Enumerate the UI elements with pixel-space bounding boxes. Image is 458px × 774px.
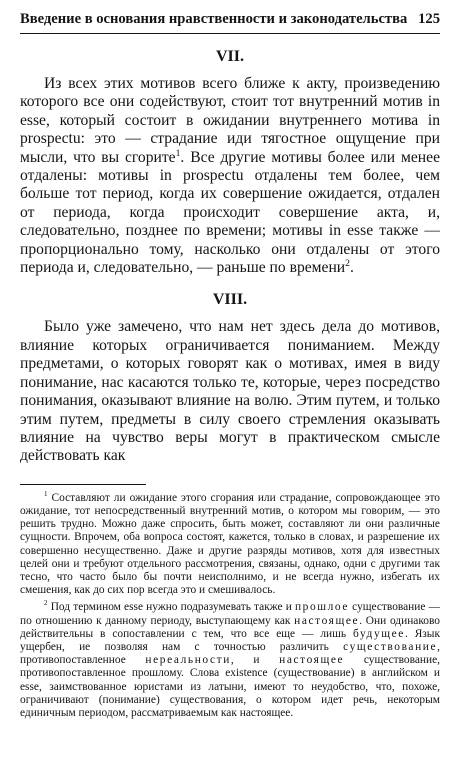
footnote-2-emph-past: прошлое xyxy=(294,601,349,614)
footnote-2-emph-future: будущее xyxy=(353,627,405,640)
footnote-2-text-e: , противопоставленное xyxy=(20,640,440,667)
footnote-divider xyxy=(20,484,146,485)
paragraph-vii-text: Из всех этих мотивов всего ближе к акту, произведению которого все они содействуют, стоит тот внутренний мотив in esse, который состоит в ожидании внутреннего мотива in prospectu: это — страдание иди тягостное ощущение при мысли, что вы сгорите xyxy=(20,75,440,166)
footnote-2-text-d: . Язык ущербен, ие позволяя нам с точностью различить xyxy=(20,627,440,653)
paragraph-viii: Было уже замечено, что нам нет здесь дела до мотивов, влияние которых ограничивается пониманием. Между предметами, о которых говорят как о мотивах, имея в виду понимание, нас касаются только те, которые, через посредство понимания, оказывают влияние на волю. Этим путем, и только этим путем, предметы в силу своего стремления оказывать влияние на чувство веры могут в практическом смысле действовать как xyxy=(20,318,440,465)
footnotes xyxy=(20,484,440,720)
footnote-2-mark: 2 xyxy=(44,599,48,608)
footnote-ref-2[interactable]: 2 xyxy=(345,257,350,269)
section-heading-vii: VII. xyxy=(215,48,244,65)
footnote-1-mark: 1 xyxy=(44,489,48,498)
footnote-2-text-a: Под термином esse нужно подразумевать также и xyxy=(47,601,295,614)
paragraph-vii-end: . xyxy=(349,259,354,277)
footnote-2-text-c: . Они одинаково действительны в сопоставлении с тем, что все еще — лишь xyxy=(20,614,440,640)
footnote-1-text: Составляют ли ожидание этого сгорания или страдание, сопровождающее это ожидание, тот непосредственный внутренний мотив, о котором мы говорим, — это решить трудно. Можно даже спросить, быть может, составляют ли они различные сущности. Впрочем, оба вопроса состоят, кажется, только в словах, и разрешение их совершенно несущественно. Даже и другие разряды мотивов, хотя для известных целей они и требуют отдельного рассмотрения, связаны, однако, одни с другими так тесно, что часто было бы почти неисполнимо, и не всегда нужно, избегать их смешения, как до сих пор всегда это и смешивалось. xyxy=(20,491,440,597)
footnote-2-emph-unreality: нереальности xyxy=(145,654,231,667)
page-number: 125 xyxy=(418,11,440,27)
footnote-2-emph-present-2: настоящее xyxy=(279,654,345,667)
paragraph-vii xyxy=(20,75,440,277)
paragraph-vii-text-cont: . Все другие мотивы более или менее отдалены: мотивы in prospectu отдалены тем более, чем больше тот период, когда их совершение ожидается, отдален от периода, когда происходит совершение акта, и, следовательно, позднее по времени; мотивы in esse также — пропорционально тому, насколько они отдалены от этого периода и, следовательно, — раньше по времени xyxy=(20,148,440,277)
footnote-2 xyxy=(20,601,440,720)
running-header-title: Введение в основания нравственности и законодательства xyxy=(20,11,408,27)
footnote-1 xyxy=(20,489,440,598)
footnote-2-text-b: существование — по отношению к данному периоду, выступающему как xyxy=(20,601,440,627)
footnote-2-text-g: существование, противопоставленное прошлому. Слова existence (существование) в английском и esse, заимствованное юристами из латыни, имеют то неудобство, что, похоже, ограничивают (понимание) существования, о котором идет речь, некоторым единичным периодом, рассматриваемым как настоящее. xyxy=(20,654,440,719)
running-header xyxy=(20,10,440,34)
footnote-2-emph-present: настоящее xyxy=(294,614,360,627)
footnote-ref-1[interactable]: 1 xyxy=(175,147,181,159)
footnote-2-emph-existence: существование xyxy=(343,640,438,653)
footnote-2-text-f: , и xyxy=(230,654,280,667)
section-heading-viii: VIII. xyxy=(212,291,248,309)
